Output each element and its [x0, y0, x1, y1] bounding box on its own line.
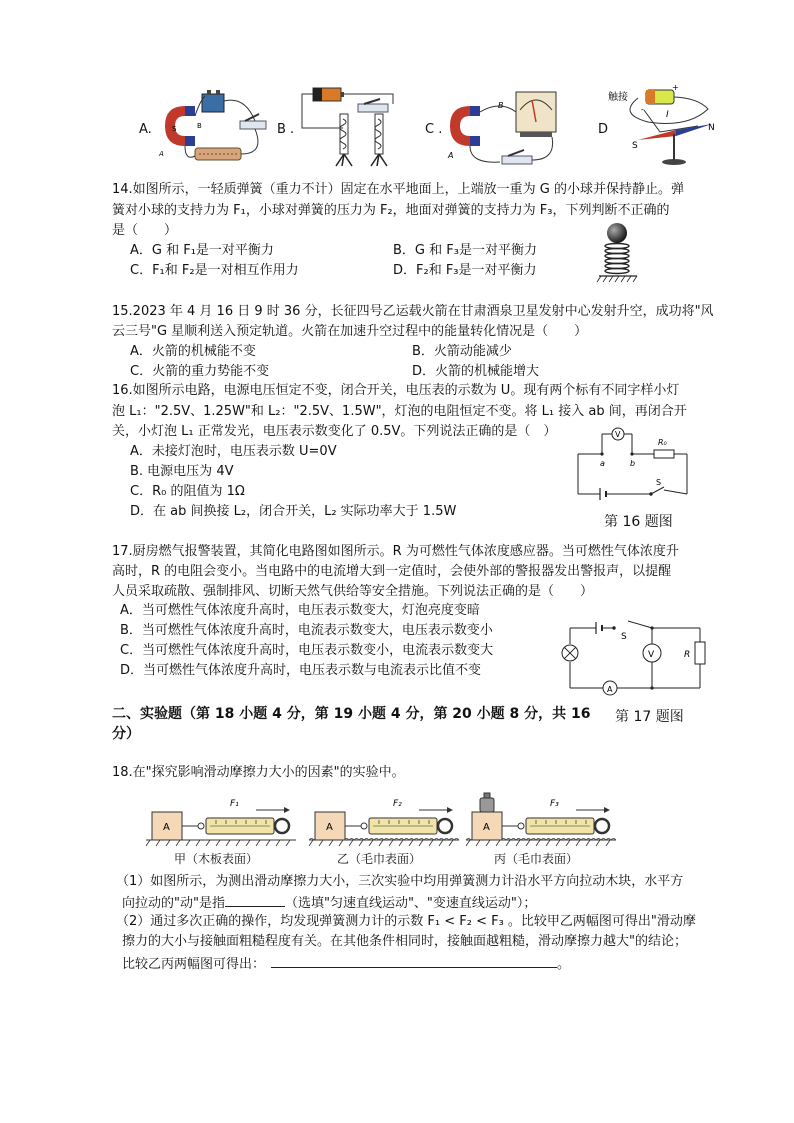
q17-figure-caption: 第 17 题图 [615, 709, 684, 725]
q14-option-a: A．G 和 F₁是一对平衡力 [130, 243, 274, 258]
q14-option-c: C．F₁和 F₂是一对相互作用力 [130, 263, 299, 278]
figure-a-b-label: B [197, 122, 202, 130]
q17-stem-line-2: 高时，R 的电阻会变小。当电路中的电流增大到一定值时，会使外部的警报器发出警报声，以提醒 [112, 564, 672, 579]
q18-part1-line-1: （1）如图所示，为测出滑动摩擦力大小，三次实验中均用弹簧测力计沿水平方向拉动木块，水平方 [116, 874, 684, 889]
q18-yi-caption: 乙（毛巾表面） [337, 852, 422, 866]
figure-c-b-label: B [498, 101, 504, 110]
q18-f2-label: F₂ [393, 799, 402, 809]
q18-part1-prefix: 向拉动的"动"是指 [122, 896, 225, 911]
q17-option-b: B．当可燃性气体浓度升高时，电流表示数变大，电压表示数变小 [120, 623, 493, 638]
q14-stem-line-2: 簧对小球的支持力为 F₁，小球对弹簧的压力为 F₂，地面对弹簧的支持力为 F₃，下列判断不正确的 [112, 203, 670, 218]
q18-part2-prefix: 比较乙丙两幅图可得出： [122, 957, 266, 972]
q16-stem-line-3: 关，小灯泡 L₁ 正常发光，电压表示数变化了 0.5V。下列说法正确的是（ ） [112, 424, 557, 439]
q15-stem-line-2: 云三号"G 星顺利送入预定轨道。火箭在加速升空过程中的能量转化情况是（ ） [112, 324, 588, 339]
q17-option-c: C．当可燃性气体浓度升高时，电压表示数变小，电流表示数变大 [120, 643, 494, 658]
q18-part1-answer-blank[interactable] [225, 892, 285, 907]
q15-option-a: A．火箭的机械能不变 [130, 344, 256, 359]
q18-f1-label: F₁ [230, 799, 239, 809]
figure-d-s-label: S [632, 141, 638, 151]
q18-part2-line-1: （2）通过多次正确的操作，均发现弹簧测力计的示数 F₁ < F₂ < F₃ 。比较甲乙两幅图可得出"滑动摩 [116, 914, 696, 929]
q17-fig-ammeter-label: A [607, 685, 613, 694]
q16-fig-s-label: S [656, 478, 662, 487]
q14-option-d: D．F₂和 F₃是一对平衡力 [393, 263, 537, 278]
q16-fig-a-label: a [600, 459, 605, 468]
figure-c-a-label: A [448, 151, 454, 160]
option-b-label: B . [277, 122, 295, 137]
q16-option-c: C．R₀ 的阻值为 1Ω [130, 484, 245, 499]
q18-part2-answer-blank[interactable] [271, 953, 557, 968]
figure-a-a-label: A [159, 150, 164, 158]
q18-jia-caption: 甲（木板表面） [174, 852, 259, 866]
figure-c-generator-apparatus [440, 86, 570, 170]
figure-d-i-label: I [666, 110, 669, 120]
q18-block-a-yi: A [326, 822, 333, 833]
figure-d-minus: - [641, 105, 644, 114]
figure-d-plus: + [672, 83, 679, 92]
q18-stem: 18.在"探究影响滑动摩擦力大小的因素"的实验中。 [112, 765, 405, 780]
q17-option-a: A．当可燃性气体浓度升高时，电压表示数变大，灯泡亮度变暗 [120, 603, 480, 618]
q16-stem-line-2: 泡 L₁："2.5V、1.25W"和 L₂："2.5V、1.5W"，灯泡的电阻恒定不变。将 L₁ 接入 ab 间，再闭合开 [112, 404, 687, 419]
figure-d-n-label: N [708, 123, 715, 133]
option-a-label: A. [139, 122, 152, 137]
figure-d-touch-label: 触接 [608, 92, 628, 103]
q14-option-b: B．G 和 F₃是一对平衡力 [393, 243, 537, 258]
q17-fig-r-label: R [684, 650, 691, 660]
figure-d-oersted-apparatus [608, 84, 723, 170]
q16-stem-line-1: 16.如图所示电路，电源电压恒定不变，闭合开关，电压表的示数为 U。现有两个标有不同字样小灯 [112, 383, 680, 398]
q16-fig-voltmeter-label: V [615, 430, 621, 439]
q15-option-b: B．火箭动能减少 [412, 344, 512, 359]
q16-option-b: B. 电源电压为 4V [130, 464, 234, 479]
option-c-label: C . [425, 122, 443, 137]
figure-a-s-label: S [172, 125, 177, 133]
q17-stem-line-3: 人员采取疏散、强制排风、切断天然气供给等安全措施。下列说法正确的是（ ） [112, 584, 594, 599]
q16-fig-b-label: b [630, 459, 636, 468]
section-2-heading-line-1: 二、实验题（第 18 小题 4 分，第 19 小题 4 分，第 20 小题 8 分，共 16 [112, 706, 591, 722]
q16-circuit-figure [572, 424, 692, 502]
q17-stem-line-1: 17.厨房燃气报警装置，其简化电路图如图所示。R 为可燃性气体浓度感应器。当可燃性气体浓度升 [112, 544, 679, 559]
q15-option-d: D．火箭的机械能增大 [412, 364, 540, 379]
q18-part2-suffix: 。 [557, 957, 571, 972]
section-2-heading-line-2: 分） [112, 726, 140, 742]
figure-b-electromagnet-apparatus [298, 84, 408, 170]
q17-option-d: D．当可燃性气体浓度升高时，电压表示数与电流表示比值不变 [120, 663, 482, 678]
option-d-label: D [598, 122, 609, 137]
q18-part2-line-2: 擦力的大小与接触面粗糙程度有关。在其他条件相同时，接触面越粗糙，滑动摩擦力越大"的结论； [122, 934, 687, 949]
q14-spring-ball-figure [595, 222, 640, 284]
q18-bing-caption: 丙（毛巾表面） [494, 852, 579, 866]
q14-stem-line-3: 是（ ） [112, 223, 178, 238]
q16-fig-r0-label: R₀ [658, 438, 667, 447]
q16-figure-caption: 第 16 题图 [604, 514, 673, 530]
q16-option-a: A．未接灯泡时，电压表示数 U=0V [130, 444, 337, 459]
q18-f3-label: F₃ [550, 799, 559, 809]
q18-part1-suffix: （选填"匀速直线运动"、"变速直线运动"）； [284, 896, 537, 911]
q17-fig-s-label: S [621, 632, 627, 642]
q18-part1-line-2 [122, 892, 536, 914]
q14-stem-line-1: 14.如图所示，一轻质弹簧（重力不计）固定在水平地面上，上端放一重为 G 的小球并保持静止。弹 [112, 182, 685, 197]
q17-fig-voltmeter-label: V [648, 650, 655, 660]
q18-block-a-bing: A [483, 822, 490, 833]
q17-circuit-figure [556, 604, 716, 702]
q16-option-d: D．在 ab 间换接 L₂，闭合开关，L₂ 实际功率大于 1.5W [130, 504, 457, 519]
figure-a-motor-apparatus [155, 86, 285, 166]
q18-part2-line-3 [122, 953, 570, 975]
q15-option-c: C．火箭的重力势能不变 [130, 364, 270, 379]
q15-stem-line-1: 15.2023 年 4 月 16 日 9 时 36 分，长征四号乙运载火箭在甘肃酒泉卫星发射中心发射升空，成功将"风 [112, 304, 714, 319]
q18-block-a-jia: A [163, 822, 170, 833]
